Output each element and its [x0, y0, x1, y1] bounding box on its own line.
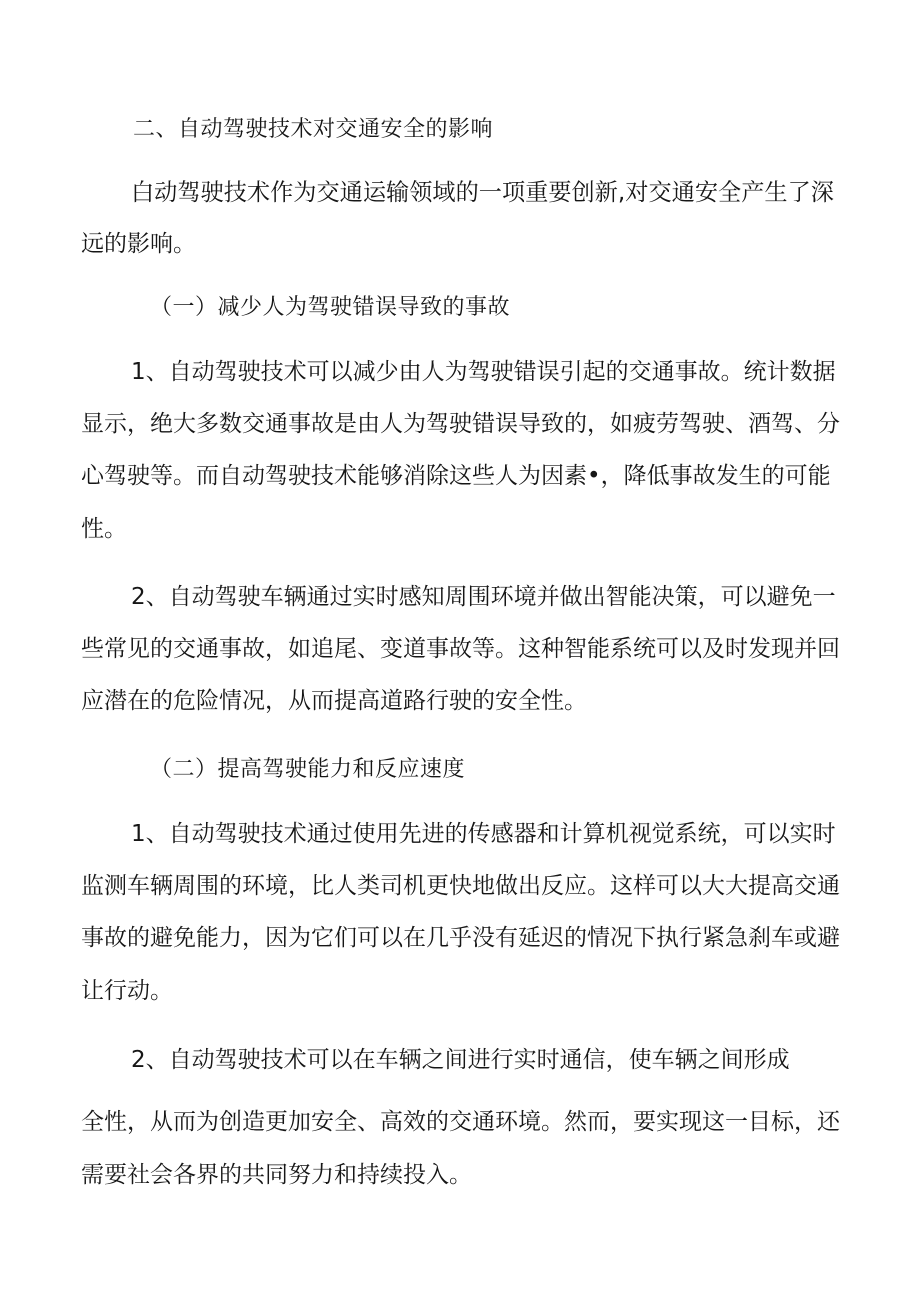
section-heading: 二、自动驾驶技术对交通安全的影响 [133, 117, 494, 142]
para-2-1-line-2: 监测车辆周围的环境，比人类司机更快地做出反应。这样可以大大提高交通 [81, 873, 840, 899]
para-1-2-line-1: 2、自动驾驶车辆通过实时感知周围环境并做出智能决策，可以避免一 [131, 584, 836, 610]
sub-heading-1: （一）减少人为驾驶错误导致的事故 [150, 295, 511, 320]
para-2-2-line-3: 需要社会各界的共同努力和持续投入。 [81, 1162, 472, 1188]
para-2-1-line-1: 1、自动驾驶技术通过使用先进的传感器和计算机视觉系统，可以实时 [131, 821, 836, 847]
para-1-1-line-1: 1、自动驾驶技术可以减少由人为驾驶错误引起的交通事故。统计数据 [131, 359, 836, 385]
para-1-1-line-2: 显示，绝大多数交通事故是由人为驾驶错误导致的，如疲劳驾驶、酒驾、分 [81, 411, 840, 437]
para-1-2-line-2: 些常见的交通事故，如追尾、变道事故等。这种智能系统可以及时发现并回 [81, 636, 840, 662]
para-2-1-line-4: 让行动。 [81, 978, 173, 1004]
para-1-1-line-3: 心驾驶等。而自动驾驶技术能够消除这些人为因素•，降低事故发生的可能 [81, 463, 831, 489]
intro-line-2: 远的影响。 [81, 231, 196, 257]
para-2-1-line-3: 事故的避免能力，因为它们可以在几乎没有延迟的情况下执行紧急刹车或避 [81, 925, 840, 951]
para-2-2-line-1: 2、自动驾驶技术可以在车辆之间进行实时通信，使车辆之间形成 [131, 1047, 790, 1073]
para-2-2-line-2: 全性，从而为创造更加安全、高效的交通环境。然而，要实现这一目标，还 [81, 1109, 840, 1135]
para-1-2-line-3: 应潜在的危险情况，从而提高道路行驶的安全性。 [81, 688, 587, 714]
intro-line-1: 白动驾驶技术作为交通运输领域的一项重要创新,对交通安全产生了深 [131, 179, 834, 206]
sub-heading-2: （二）提高驾驶能力和反应速度 [150, 757, 466, 782]
para-1-1-line-4: 性。 [81, 516, 127, 542]
